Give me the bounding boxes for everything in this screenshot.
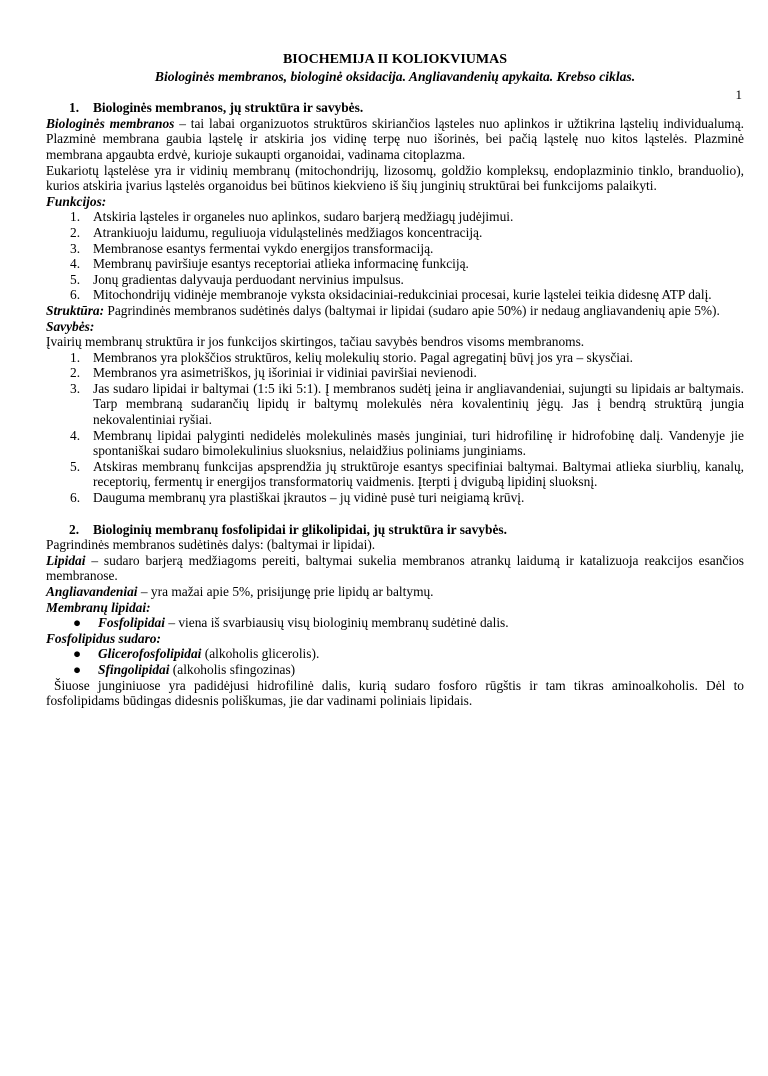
- list-item: 4. Membranų paviršiuje esantys receptoriai atlieka informacinę funkciją.: [70, 256, 469, 272]
- list-item: 5. Atskiras membranų funkcijas apsprendžia jų struktūroje esantys specifiniai baltymai. Baltymai atlieka siurblių, kanalų, receptorių, fermentų ir energijos transformatorių vaidmenis. Įterpti į dvigubą lipidinį sluoksnį.: [70, 458, 744, 490]
- list-item: ● Fosfolipidai – viena iš svarbiausių visų biologinių membranų sudėtinė dalis.: [73, 615, 509, 631]
- section-1-number: 1.: [69, 100, 80, 116]
- carbs-paragraph: [46, 584, 744, 600]
- section-2-intro: Pagrindinės membranos sudėtinės dalys: (baltymai ir lipidai).: [46, 537, 376, 553]
- membranes-term: Biologinės membranos: [46, 115, 175, 131]
- list-item: 1. Atskiria ląsteles ir organeles nuo aplinkos, sudaro barjerą medžiagų judėjimui.: [70, 209, 514, 225]
- document-subtitle: Biologinės membranos, biologinė oksidacija. Angliavandenių apykaita. Krebso ciklas.: [154, 68, 636, 84]
- properties-list: [46, 350, 744, 506]
- bullet-icon: ●: [73, 646, 82, 662]
- bullet-icon: ●: [73, 615, 82, 631]
- eukaryote-paragraph: Eukariotų ląstelėse yra ir vidinių membranų (mitochondrijų, lizosomų, goldžio kompleksų, endoplazminio tinklo, branduolio), kurios atskiria įvarius ląstelės organoidus bei būtinos kiekvieno iš šių junginių struktūrai bei funkcijoms palaikyti.: [46, 162, 744, 194]
- section-2-title: Biologinių membranų fosfolipidai ir glikolipidai, jų struktūra ir savybės.: [93, 521, 507, 537]
- structure-text: Pagrindinės membranos sudėtinės dalys (baltymai ir lipidai (sudaro apie 50%) ir nedaug angliavandenių apie 5%).: [104, 302, 720, 318]
- list-item: ● Sfingolipidai (alkoholis sfingozinas): [73, 661, 296, 677]
- structure-paragraph: [46, 303, 744, 319]
- lipids-term: Lipidai: [46, 552, 86, 568]
- list-item: 4. Membranų lipidai palyginti nedidelės molekulinės masės junginiai, turi hidrofilinę ir hidrofobinę dalį. Vandenyje jie spontaniškai sudaro bimolekulinius sluoksnius, nelaidžius poliniams junginiams.: [70, 427, 744, 459]
- carbs-text: – yra mažai apie 5%, prisijungę prie lipidų ar baltymų.: [137, 584, 434, 599]
- structure-label: Struktūra:: [46, 302, 105, 318]
- consist-list: [46, 646, 744, 677]
- bullet-icon: ●: [73, 661, 82, 677]
- properties-intro: Įvairių membranų struktūra ir jos funkcijos skirtingos, tačiau savybės bendros visoms membranoms.: [46, 334, 585, 350]
- list-item: 6. Dauguma membranų yra plastiškai įkrautos – jų vidinė pusė turi neigiamą krūvį.: [70, 490, 525, 506]
- lipids-text: – sudaro barjerą medžiagoms pereiti, baltymai sukelia membranos atrankų laidumą ir katalizuoja reakcijos esančios membranose.: [46, 552, 744, 584]
- list-item: 2. Membranos yra asimetriškos, jų išoriniai ir vidiniai paviršiai nevienodi.: [70, 365, 477, 381]
- properties-label: Savybės:: [46, 318, 95, 334]
- list-item: 5. Jonų gradientas dalyvauja perduodant nervinius impulsus.: [70, 271, 404, 287]
- list-item: 1. Membranos yra plokščios struktūros, kelių molekulių storio. Pagal agregatinį būvį jos yra – skysčiai.: [70, 349, 634, 365]
- membrane-lipids-label: Membranų lipidai:: [46, 599, 151, 615]
- page-number: 1: [735, 87, 742, 102]
- list-item: 3. Membranose esantys fermentai vykdo energijos transformaciją.: [70, 240, 434, 256]
- list-item: 3. Jas sudaro lipidai ir baltymai (1:5 iki 5:1). Į membranos sudėtį įeina ir angliavandeniai, sujungti su lipidais ar baltymais. Tarp membraną sudarančių lipidų ir baltymų molekulės nėra kovalentinių jėgų. Jas į bendrą struktūrą jungia nekovalentiniai ryšiai.: [70, 380, 744, 428]
- list-item: ● Glicerofosfolipidai (alkoholis glicerolis).: [73, 646, 320, 662]
- document-title: BIOCHEMIJA II KOLIOKVIUMAS: [282, 52, 508, 67]
- lipids-paragraph: [46, 553, 744, 584]
- document-page: [0, 52, 768, 1076]
- membranes-definition-text: – tai labai organizuotos struktūros skiriančios ląsteles nuo aplinkos ir užtikrina ląstelių individualumą. Plazminė membrana gaubia ląstelę ir atskiria jos vidinę terpę nuo išorinės, bei pačią ląstelę nuo kitos ląstelės. Plazminė membrana apgaubta erdvė, kurioje sukaupti organoidai, vadinama citoplazma.: [46, 115, 744, 162]
- functions-label: Funkcijos:: [46, 193, 107, 209]
- section-1-heading: [46, 100, 744, 116]
- list-item: 6. Mitochondrijų vidinėje membranoje vyksta oksidaciniai-redukciniai procesai, kurie ląstelei teikia didesnę ATP dalį.: [70, 287, 712, 303]
- section-2-number: 2.: [69, 521, 80, 537]
- consist-label: Fosfolipidus sudaro:: [46, 630, 161, 646]
- closing-paragraph: Šiuose junginiuose yra padidėjusi hidrofilinė dalis, kurią sudaro fosforo rūgštis ir tam tikras aminoalkoholis. Dėl to fosfolipidams būdingas didesnis poliškumas, jie dar vadinami poliniais lipidais.: [46, 677, 744, 709]
- membranes-definition: [46, 116, 744, 163]
- carbs-term: Angliavandeniai: [46, 584, 138, 599]
- list-item: 2. Atrankiuoju laidumu, reguliuoja viduląstelinės medžiagos koncentraciją.: [70, 224, 483, 240]
- section-2-heading: [46, 522, 744, 538]
- section-1-title: Biologinės membranos, jų struktūra ir savybės.: [93, 100, 364, 116]
- membrane-lipids-list: [46, 615, 744, 631]
- functions-list: [46, 209, 744, 303]
